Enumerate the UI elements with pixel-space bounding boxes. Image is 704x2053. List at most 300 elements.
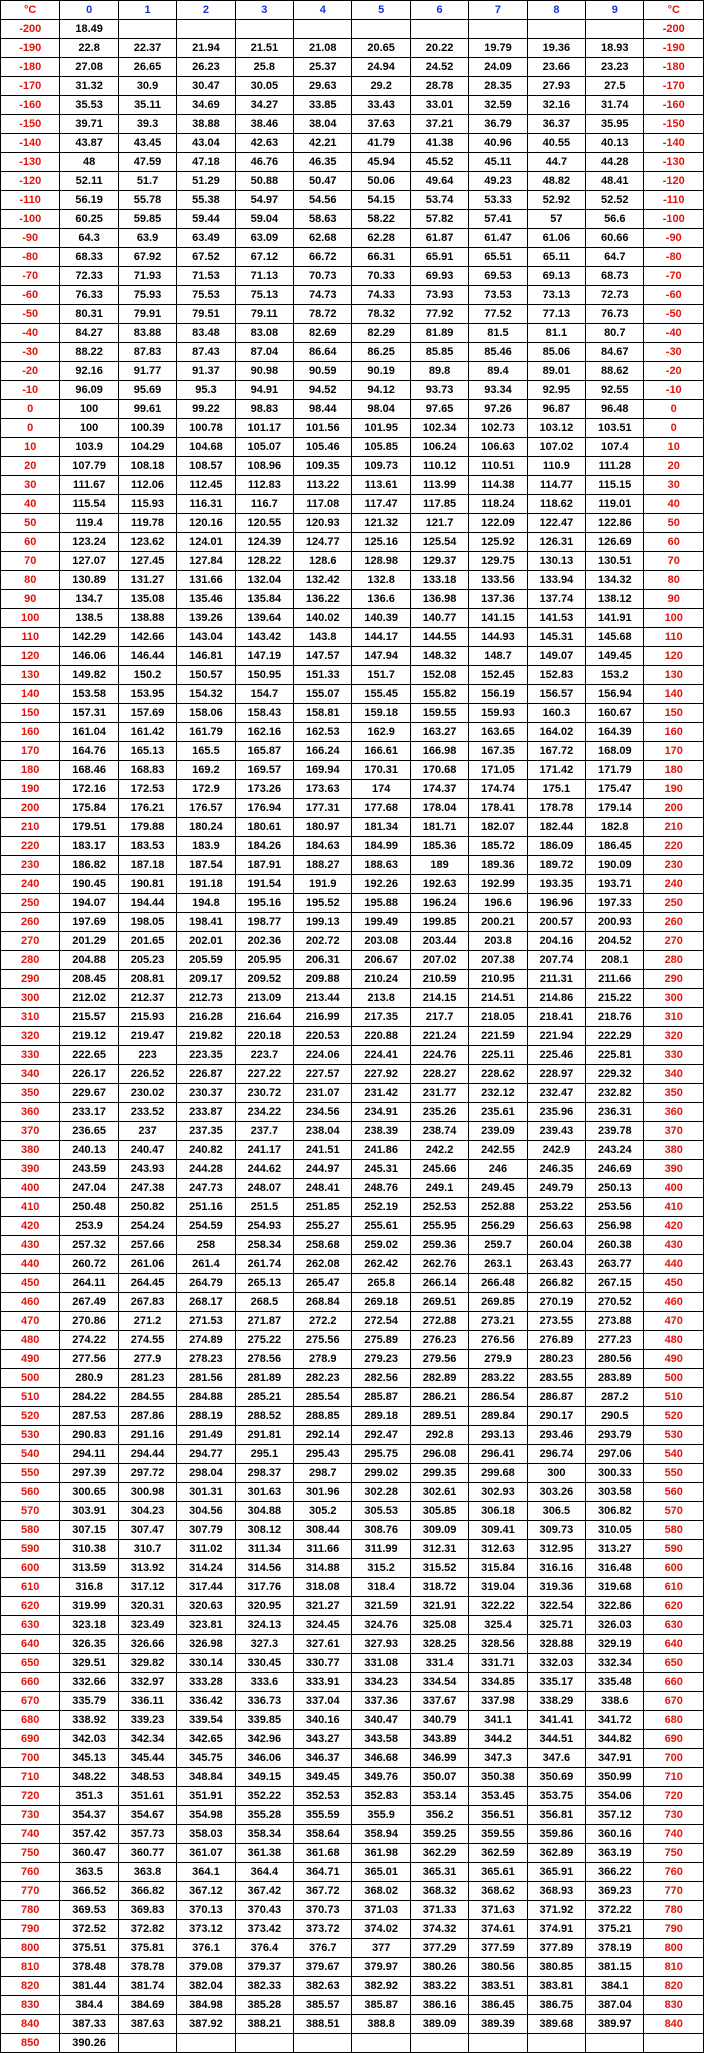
resistance-cell: 44.28: [586, 153, 644, 172]
resistance-cell: 79.91: [118, 305, 176, 324]
resistance-cell: 81.89: [410, 324, 468, 343]
row-temperature-right: 560: [644, 1483, 704, 1502]
table-row: [1, 58, 704, 77]
resistance-cell: 110.9: [527, 457, 585, 476]
resistance-cell: 294.44: [118, 1445, 176, 1464]
resistance-cell: 263.77: [586, 1255, 644, 1274]
resistance-cell: 42.21: [294, 134, 352, 153]
resistance-cell: 60.25: [60, 210, 118, 229]
resistance-cell: 148.32: [410, 647, 468, 666]
resistance-cell: 272.88: [410, 1312, 468, 1331]
resistance-cell: 385.87: [352, 1996, 410, 2015]
resistance-cell: 164.39: [586, 723, 644, 742]
resistance-cell: 125.16: [352, 533, 410, 552]
resistance-cell: 115.93: [118, 495, 176, 514]
row-temperature-left: 510: [1, 1388, 60, 1407]
resistance-cell: 291.49: [177, 1426, 235, 1445]
row-temperature-left: 260: [1, 913, 60, 932]
resistance-cell: 270.19: [527, 1293, 585, 1312]
resistance-cell: 100.39: [118, 419, 176, 438]
resistance-cell: 170.31: [352, 761, 410, 780]
row-temperature-right: -200: [644, 20, 704, 39]
resistance-cell: 349.15: [235, 1768, 293, 1787]
resistance-cell: 248.76: [352, 1179, 410, 1198]
resistance-cell: 123.62: [118, 533, 176, 552]
resistance-cell: 18.93: [586, 39, 644, 58]
row-temperature-right: 0: [644, 419, 704, 438]
resistance-cell: 352.22: [235, 1787, 293, 1806]
resistance-cell: 307.47: [118, 1521, 176, 1540]
resistance-cell: 309.41: [469, 1521, 527, 1540]
resistance-cell: 69.53: [469, 267, 527, 286]
resistance-cell: 374.91: [527, 1920, 585, 1939]
resistance-cell: 288.85: [294, 1407, 352, 1426]
resistance-cell: 197.69: [60, 913, 118, 932]
resistance-cell: 37.21: [410, 115, 468, 134]
resistance-cell: 297.39: [60, 1464, 118, 1483]
resistance-cell: 91.37: [177, 362, 235, 381]
resistance-cell: 186.09: [527, 837, 585, 856]
resistance-cell: 172.53: [118, 780, 176, 799]
resistance-cell: 216.99: [294, 1008, 352, 1027]
resistance-cell: 64.7: [586, 248, 644, 267]
table-row: [1, 134, 704, 153]
resistance-cell: 286.87: [527, 1388, 585, 1407]
resistance-cell: 237: [118, 1122, 176, 1141]
resistance-cell: 52.52: [586, 191, 644, 210]
resistance-cell: 343.27: [294, 1730, 352, 1749]
resistance-cell: 309.73: [527, 1521, 585, 1540]
resistance-cell: 80.7: [586, 324, 644, 343]
resistance-cell: 346.99: [410, 1749, 468, 1768]
resistance-cell: 166.61: [352, 742, 410, 761]
resistance-cell: 218.05: [469, 1008, 527, 1027]
table-row: [1, 229, 704, 248]
resistance-cell: 35.11: [118, 96, 176, 115]
resistance-cell: 256.29: [469, 1217, 527, 1236]
resistance-cell: 158.06: [177, 704, 235, 723]
resistance-cell: 389.09: [410, 2015, 468, 2034]
resistance-cell: 304.56: [177, 1502, 235, 1521]
resistance-cell: 172.9: [177, 780, 235, 799]
row-temperature-left: 400: [1, 1179, 60, 1198]
resistance-cell: 247.73: [177, 1179, 235, 1198]
resistance-cell: 114.38: [469, 476, 527, 495]
resistance-cell: 225.46: [527, 1046, 585, 1065]
resistance-cell: 205.59: [177, 951, 235, 970]
resistance-cell: 203.8: [469, 932, 527, 951]
resistance-cell: 86.25: [352, 343, 410, 362]
resistance-cell: 285.21: [235, 1388, 293, 1407]
resistance-cell: 250.82: [118, 1198, 176, 1217]
row-temperature-right: -160: [644, 96, 704, 115]
resistance-cell: 228.27: [410, 1065, 468, 1084]
resistance-cell: 288.19: [177, 1407, 235, 1426]
unit-header-right: °C: [644, 1, 704, 20]
resistance-cell: [118, 20, 176, 39]
resistance-cell: 295.43: [294, 1445, 352, 1464]
resistance-cell: 310.05: [586, 1521, 644, 1540]
resistance-cell: 153.2: [586, 666, 644, 685]
resistance-cell: 119.78: [118, 514, 176, 533]
resistance-cell: 230.37: [177, 1084, 235, 1103]
resistance-cell: 124.39: [235, 533, 293, 552]
resistance-cell: 36.79: [469, 115, 527, 134]
resistance-cell: 50.06: [352, 172, 410, 191]
resistance-cell: 273.21: [469, 1312, 527, 1331]
resistance-cell: 361.38: [235, 1844, 293, 1863]
resistance-cell: 65.51: [469, 248, 527, 267]
table-row: [1, 476, 704, 495]
resistance-cell: 158.81: [294, 704, 352, 723]
resistance-cell: 346.06: [235, 1749, 293, 1768]
resistance-cell: 277.56: [60, 1350, 118, 1369]
resistance-cell: 338.92: [60, 1711, 118, 1730]
resistance-cell: 349.45: [294, 1768, 352, 1787]
resistance-cell: 27.93: [527, 77, 585, 96]
resistance-cell: 362.89: [527, 1844, 585, 1863]
resistance-cell: 133.94: [527, 571, 585, 590]
resistance-cell: 154.7: [235, 685, 293, 704]
column-header: 9: [586, 1, 644, 20]
resistance-cell: 260.38: [586, 1236, 644, 1255]
table-row: [1, 761, 704, 780]
resistance-cell: 262.76: [410, 1255, 468, 1274]
resistance-cell: 387.63: [118, 2015, 176, 2034]
row-temperature-left: 250: [1, 894, 60, 913]
table-row: [1, 989, 704, 1008]
table-row: [1, 723, 704, 742]
resistance-cell: 232.82: [586, 1084, 644, 1103]
resistance-cell: 336.42: [177, 1692, 235, 1711]
resistance-cell: 232.47: [527, 1084, 585, 1103]
resistance-cell: 339.23: [118, 1711, 176, 1730]
resistance-cell: 298.7: [294, 1464, 352, 1483]
resistance-cell: 47.59: [118, 153, 176, 172]
resistance-cell: 247.38: [118, 1179, 176, 1198]
resistance-cell: 224.06: [294, 1046, 352, 1065]
row-temperature-left: 820: [1, 1977, 60, 1996]
table-body: [1, 20, 704, 2053]
row-temperature-right: 350: [644, 1084, 704, 1103]
resistance-cell: 381.74: [118, 1977, 176, 1996]
table-row: [1, 799, 704, 818]
resistance-cell: 73.53: [469, 286, 527, 305]
table-row: [1, 1293, 704, 1312]
resistance-cell: 265.8: [352, 1274, 410, 1293]
table-row: [1, 1901, 704, 1920]
resistance-cell: 368.32: [410, 1882, 468, 1901]
resistance-cell: 305.85: [410, 1502, 468, 1521]
resistance-cell: 33.01: [410, 96, 468, 115]
resistance-cell: [177, 2034, 235, 2053]
resistance-cell: 346.37: [294, 1749, 352, 1768]
resistance-cell: 144.55: [410, 628, 468, 647]
resistance-cell: 330.14: [177, 1654, 235, 1673]
resistance-cell: 226.87: [177, 1065, 235, 1084]
resistance-cell: 293.13: [469, 1426, 527, 1445]
resistance-cell: 138.88: [118, 609, 176, 628]
resistance-cell: 297.72: [118, 1464, 176, 1483]
resistance-cell: 282.56: [352, 1369, 410, 1388]
resistance-cell: 333.28: [177, 1673, 235, 1692]
resistance-cell: 77.52: [469, 305, 527, 324]
resistance-cell: 325.71: [527, 1616, 585, 1635]
resistance-cell: 77.92: [410, 305, 468, 324]
resistance-cell: 146.44: [118, 647, 176, 666]
resistance-cell: 198.05: [118, 913, 176, 932]
row-temperature-left: 800: [1, 1939, 60, 1958]
resistance-cell: 202.72: [294, 932, 352, 951]
resistance-cell: 256.63: [527, 1217, 585, 1236]
row-temperature-right: -90: [644, 229, 704, 248]
resistance-cell: 320.95: [235, 1597, 293, 1616]
resistance-cell: [177, 20, 235, 39]
resistance-cell: 182.8: [586, 818, 644, 837]
resistance-cell: 224.41: [352, 1046, 410, 1065]
row-temperature-right: 330: [644, 1046, 704, 1065]
table-row: [1, 324, 704, 343]
resistance-cell: 388.51: [294, 2015, 352, 2034]
resistance-cell: 357.12: [586, 1806, 644, 1825]
resistance-cell: 390.26: [60, 2034, 118, 2053]
resistance-cell: 248.07: [235, 1179, 293, 1198]
resistance-cell: 89.8: [410, 362, 468, 381]
resistance-cell: 364.71: [294, 1863, 352, 1882]
resistance-cell: 150.57: [177, 666, 235, 685]
resistance-cell: 179.88: [118, 818, 176, 837]
resistance-cell: 210.59: [410, 970, 468, 989]
table-row: [1, 780, 704, 799]
row-temperature-left: 20: [1, 457, 60, 476]
resistance-cell: 126.31: [527, 533, 585, 552]
resistance-cell: 137.74: [527, 590, 585, 609]
resistance-cell: 372.52: [60, 1920, 118, 1939]
resistance-cell: 359.25: [410, 1825, 468, 1844]
resistance-cell: 217.35: [352, 1008, 410, 1027]
resistance-cell: 143.04: [177, 628, 235, 647]
resistance-cell: 386.45: [469, 1996, 527, 2015]
resistance-cell: 280.9: [60, 1369, 118, 1388]
resistance-cell: 353.45: [469, 1787, 527, 1806]
row-temperature-left: 660: [1, 1673, 60, 1692]
resistance-cell: 67.12: [235, 248, 293, 267]
row-temperature-right: 810: [644, 1958, 704, 1977]
row-temperature-right: 280: [644, 951, 704, 970]
row-temperature-right: 610: [644, 1578, 704, 1597]
resistance-cell: 58.22: [352, 210, 410, 229]
resistance-cell: 299.02: [352, 1464, 410, 1483]
resistance-cell: 101.95: [352, 419, 410, 438]
row-temperature-right: 180: [644, 761, 704, 780]
resistance-cell: 142.29: [60, 628, 118, 647]
row-temperature-right: 30: [644, 476, 704, 495]
resistance-cell: 137.36: [469, 590, 527, 609]
resistance-cell: 111.67: [60, 476, 118, 495]
resistance-cell: 147.19: [235, 647, 293, 666]
resistance-cell: 254.93: [235, 1217, 293, 1236]
resistance-cell: 211.31: [527, 970, 585, 989]
resistance-cell: 179.51: [60, 818, 118, 837]
resistance-cell: 61.47: [469, 229, 527, 248]
row-temperature-left: 610: [1, 1578, 60, 1597]
table-row: [1, 1369, 704, 1388]
resistance-cell: 268.17: [177, 1293, 235, 1312]
resistance-cell: 138.5: [60, 609, 118, 628]
resistance-cell: 356.51: [469, 1806, 527, 1825]
resistance-cell: 161.04: [60, 723, 118, 742]
row-temperature-left: 200: [1, 799, 60, 818]
resistance-cell: 202.36: [235, 932, 293, 951]
resistance-cell: 256.98: [586, 1217, 644, 1236]
resistance-cell: 372.22: [586, 1901, 644, 1920]
resistance-cell: 76.33: [60, 286, 118, 305]
resistance-cell: 234.91: [352, 1103, 410, 1122]
resistance-cell: 295.75: [352, 1445, 410, 1464]
resistance-cell: [235, 20, 293, 39]
resistance-cell: 264.11: [60, 1274, 118, 1293]
resistance-cell: 92.16: [60, 362, 118, 381]
table-row: [1, 856, 704, 875]
resistance-cell: 319.68: [586, 1578, 644, 1597]
resistance-cell: 152.08: [410, 666, 468, 685]
resistance-cell: 113.22: [294, 476, 352, 495]
resistance-cell: 128.6: [294, 552, 352, 571]
resistance-cell: 319.36: [527, 1578, 585, 1597]
resistance-cell: 289.84: [469, 1407, 527, 1426]
resistance-cell: 93.34: [469, 381, 527, 400]
resistance-cell: 204.16: [527, 932, 585, 951]
resistance-cell: 164.76: [60, 742, 118, 761]
resistance-cell: 225.11: [469, 1046, 527, 1065]
row-temperature-left: 310: [1, 1008, 60, 1027]
row-temperature-right: 380: [644, 1141, 704, 1160]
resistance-cell: 174: [352, 780, 410, 799]
resistance-cell: 382.63: [294, 1977, 352, 1996]
resistance-cell: 241.17: [235, 1141, 293, 1160]
table-row: [1, 381, 704, 400]
resistance-cell: 226.52: [118, 1065, 176, 1084]
resistance-cell: 318.72: [410, 1578, 468, 1597]
table-row: [1, 1711, 704, 1730]
resistance-cell: 30.47: [177, 77, 235, 96]
resistance-cell: 125.92: [469, 533, 527, 552]
resistance-cell: 57.82: [410, 210, 468, 229]
resistance-cell: 223: [118, 1046, 176, 1065]
resistance-cell: 274.89: [177, 1331, 235, 1350]
resistance-cell: 362.59: [469, 1844, 527, 1863]
resistance-cell: 304.23: [118, 1502, 176, 1521]
resistance-cell: 310.7: [118, 1540, 176, 1559]
resistance-cell: 163.65: [469, 723, 527, 742]
resistance-cell: 131.66: [177, 571, 235, 590]
resistance-cell: 102.34: [410, 419, 468, 438]
resistance-cell: 263.1: [469, 1255, 527, 1274]
row-temperature-right: -150: [644, 115, 704, 134]
resistance-cell: 30.05: [235, 77, 293, 96]
resistance-cell: 136.22: [294, 590, 352, 609]
row-temperature-right: 150: [644, 704, 704, 723]
table-row: [1, 1692, 704, 1711]
resistance-cell: 203.44: [410, 932, 468, 951]
resistance-cell: 47.18: [177, 153, 235, 172]
resistance-cell: 355.28: [235, 1806, 293, 1825]
resistance-cell: 221.59: [469, 1027, 527, 1046]
row-temperature-right: -110: [644, 191, 704, 210]
resistance-cell: 246: [469, 1160, 527, 1179]
resistance-cell: 280.23: [527, 1350, 585, 1369]
table-row: [1, 913, 704, 932]
resistance-cell: 191.54: [235, 875, 293, 894]
resistance-cell: 270.86: [60, 1312, 118, 1331]
row-temperature-right: 750: [644, 1844, 704, 1863]
row-temperature-left: 520: [1, 1407, 60, 1426]
resistance-cell: 268.5: [235, 1293, 293, 1312]
resistance-cell: 322.86: [586, 1597, 644, 1616]
resistance-cell: 323.49: [118, 1616, 176, 1635]
resistance-cell: 324.13: [235, 1616, 293, 1635]
row-temperature-right: -180: [644, 58, 704, 77]
row-temperature-right: 740: [644, 1825, 704, 1844]
row-temperature-left: 350: [1, 1084, 60, 1103]
resistance-cell: 78.72: [294, 305, 352, 324]
resistance-cell: 352.53: [294, 1787, 352, 1806]
resistance-cell: 207.74: [527, 951, 585, 970]
table-row: [1, 1008, 704, 1027]
resistance-cell: 45.11: [469, 153, 527, 172]
resistance-cell: 61.87: [410, 229, 468, 248]
row-temperature-right: 800: [644, 1939, 704, 1958]
resistance-cell: 101.17: [235, 419, 293, 438]
resistance-cell: 32.16: [527, 96, 585, 115]
resistance-cell: 166.24: [294, 742, 352, 761]
table-row: [1, 1825, 704, 1844]
row-temperature-left: 810: [1, 1958, 60, 1977]
resistance-cell: 155.45: [352, 685, 410, 704]
resistance-cell: 43.87: [60, 134, 118, 153]
resistance-cell: 220.88: [352, 1027, 410, 1046]
resistance-cell: 193.35: [527, 875, 585, 894]
resistance-cell: 176.94: [235, 799, 293, 818]
row-temperature-left: -30: [1, 343, 60, 362]
resistance-cell: 156.57: [527, 685, 585, 704]
resistance-cell: 389.68: [527, 2015, 585, 2034]
resistance-cell: 347.6: [527, 1749, 585, 1768]
resistance-cell: 186.82: [60, 856, 118, 875]
resistance-cell: 153.95: [118, 685, 176, 704]
resistance-cell: 279.23: [352, 1350, 410, 1369]
resistance-cell: 246.69: [586, 1160, 644, 1179]
resistance-cell: 246.35: [527, 1160, 585, 1179]
resistance-cell: 134.7: [60, 590, 118, 609]
resistance-cell: 213.09: [235, 989, 293, 1008]
table-row: [1, 1768, 704, 1787]
resistance-cell: 368.02: [352, 1882, 410, 1901]
table-row: [1, 1388, 704, 1407]
row-temperature-right: 420: [644, 1217, 704, 1236]
resistance-cell: 275.56: [294, 1331, 352, 1350]
row-temperature-left: 430: [1, 1236, 60, 1255]
row-temperature-left: 650: [1, 1654, 60, 1673]
row-temperature-right: -80: [644, 248, 704, 267]
resistance-cell: 155.82: [410, 685, 468, 704]
resistance-cell: 316.48: [586, 1559, 644, 1578]
resistance-cell: 97.26: [469, 400, 527, 419]
resistance-cell: 226.17: [60, 1065, 118, 1084]
row-temperature-right: 310: [644, 1008, 704, 1027]
row-temperature-left: 270: [1, 932, 60, 951]
resistance-cell: 162.53: [294, 723, 352, 742]
